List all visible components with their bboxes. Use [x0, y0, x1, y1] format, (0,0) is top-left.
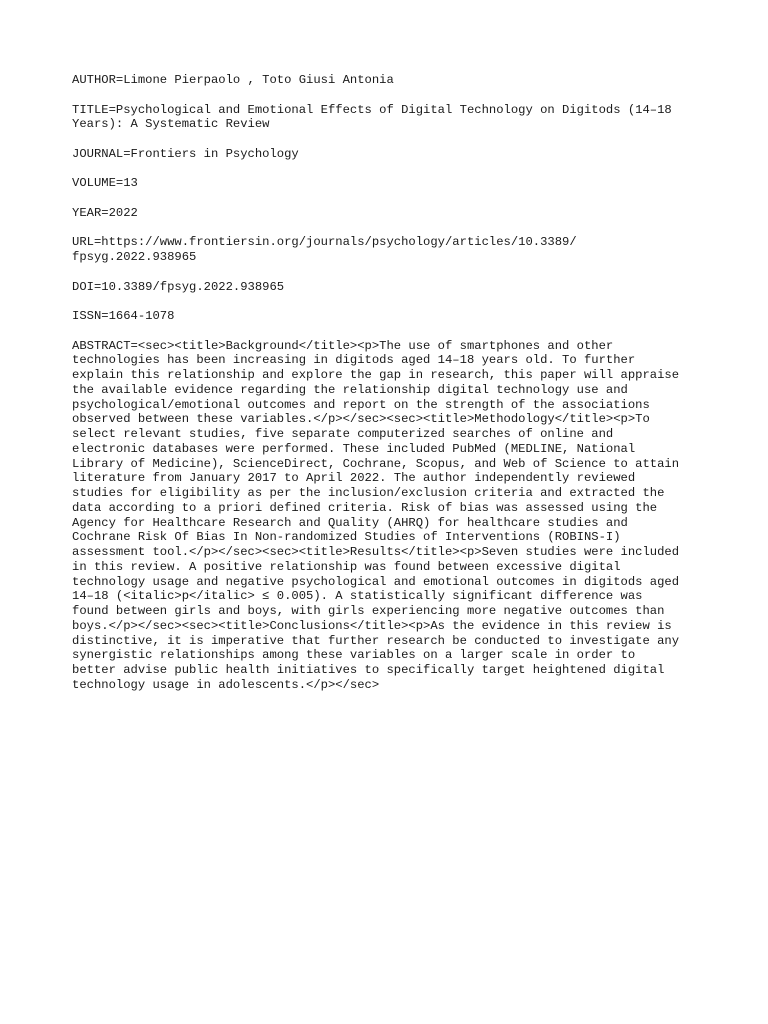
year-field: YEAR=2022	[72, 205, 138, 220]
url-field: URL=https://www.frontiersin.org/journals/psychology/articles/10.3389/ fpsyg.2022.938965	[72, 235, 577, 264]
author-field: AUTHOR=Limone Pierpaolo , Toto Giusi Antonia	[72, 73, 394, 87]
issn-field: ISSN=1664-1078	[72, 309, 175, 323]
doi-field: DOI=10.3389/fpsyg.2022.938965	[72, 279, 285, 294]
abstract-field: ABSTRACT=<sec><title>Background</title><p>The use of smartphones and other technologies has been increasing in digitods aged 14–18 years old. To further explain this relationship and explore the gap in research, this paper will appraise the available evidence regarding the relationship digital technology use and psychological/emotional outcomes and report on the strength of the associations observed between these variables.</p></sec><sec><title>Methodology</title><p>To select relevant studies, five separate computerized searches of online and electronic databases were performed. These included PubMed (MEDLINE, National Library of Medicine), ScienceDirect, Cochrane, Scopus, and Web of Science to attain literature from January 2017 to April 2022. The author independently reviewed studies for eligibility as per the inclusion/exclusion criteria and extracted the data according to a priori defined criteria. Risk of bias was assessed using the Agency for Healthcare Research and Quality (AHRQ) for healthcare studies and Cochrane Risk Of Bias In Non-randomized Studies of Interventions (ROBINS-I) assessment tool.</p></sec><sec><title>Results</title><p>Seven studies were included in this review. A positive relationship was found between excessive digital technology usage and negative psychological and emotional outcomes in digitods aged 14–18 (<italic>p</italic> ≤ 0.005). A statistically significant difference was found between girls and boys, with girls experiencing more negative outcomes than boys.</p></sec><sec><title>Conclusions</title><p>As the evidence in this review is distinctive, it is imperative that further research be conducted to investigate any synergistic relationships among these variables on a larger scale in order to better advise public health initiatives to specifically target heightened digital technology usage in adolescents.</p></sec>	[72, 338, 680, 692]
title-field: TITLE=Psychological and Emotional Effects of Digital Technology on Digitods (14–18 Years): A Systematic Review	[72, 102, 672, 132]
journal-field: JOURNAL=Frontiers in Psychology	[72, 146, 299, 161]
citation-record	[72, 73, 712, 707]
volume-field: VOLUME=13	[72, 176, 138, 191]
